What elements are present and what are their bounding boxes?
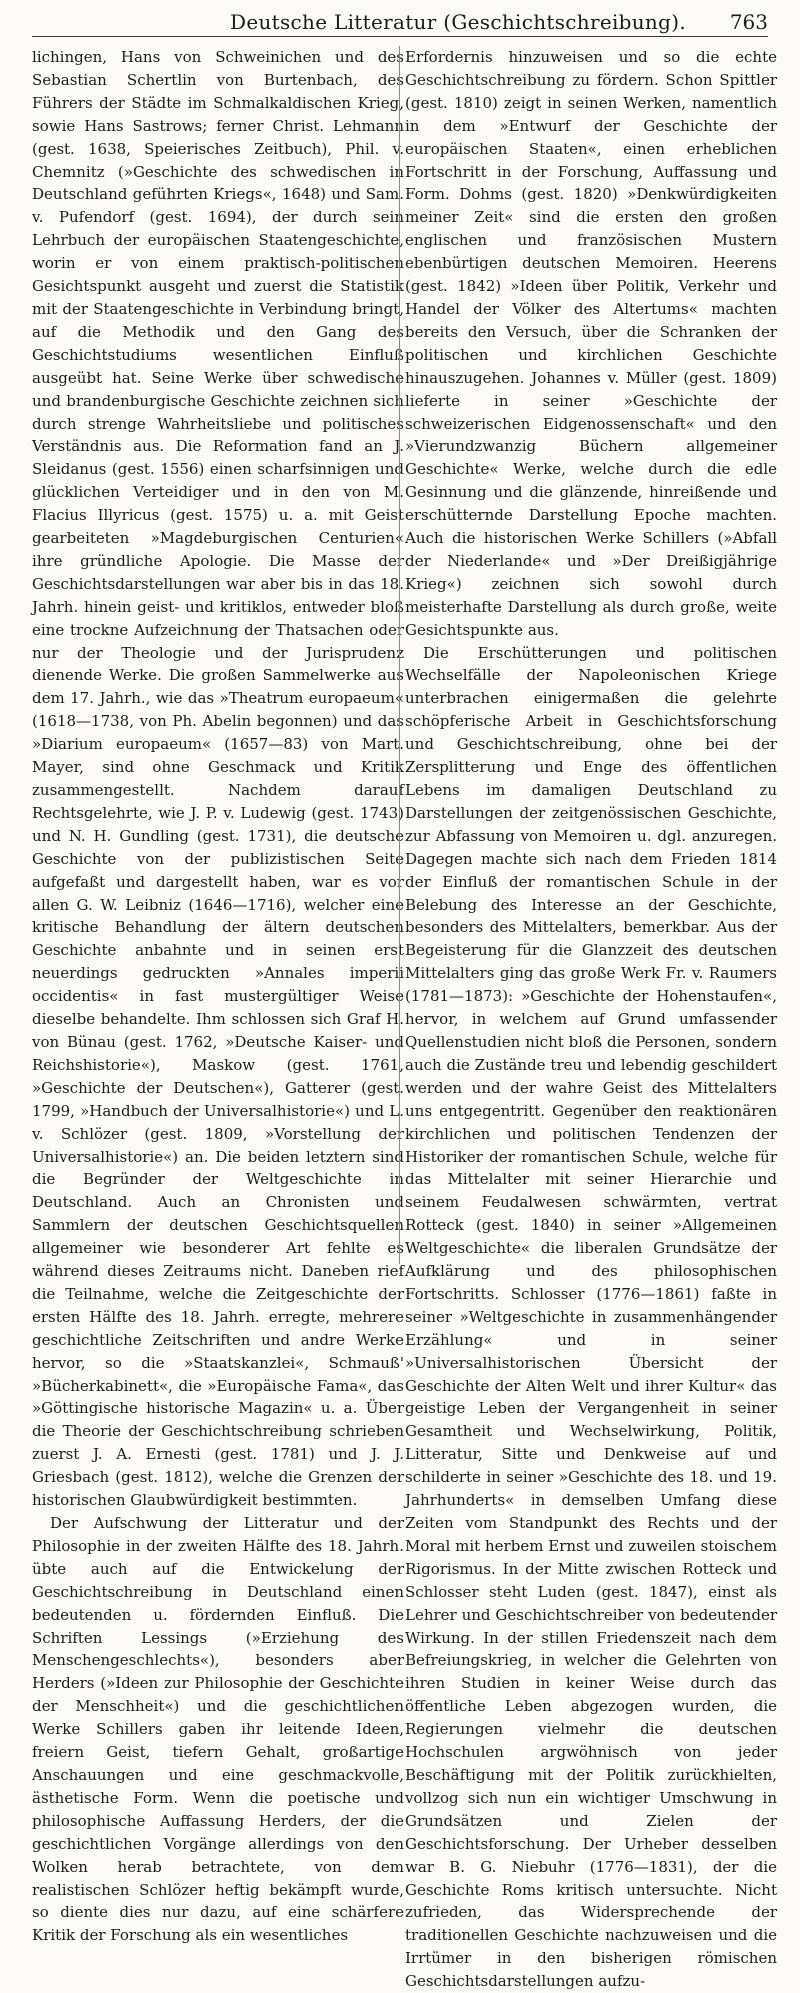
left-column	[32, 46, 404, 1945]
header-rule	[32, 36, 768, 37]
page-number: 763	[729, 10, 768, 34]
running-title: Deutsche Litteratur (Geschichtschreibung).	[230, 10, 686, 34]
right-paragraph-1: Erfordernis hinzuweisen und so die echte Geschichtschreibung zu fördern. Schon Spittler (gest. 1810) zeigt in seinen Werken, namentlich in dem »Entwurf der Geschichte der europäischen Staaten«, einen erheblichen Fortschritt in der Forschung, Auffassung und Form. Dohms (gest. 1820) »Denkwürdigkeiten meiner Zeit« sind die ersten den großen englischen und französischen Mustern ebenbürtigen deutschen Memoiren. Heerens (gest. 1842) »Ideen über Politik, Verkehr und Handel der Völker des Altertums« machten bereits den Versuch, über die Schranken der politischen und kirchlichen Geschichte hinauszugehen. Johannes v. Müller (gest. 1809) lieferte in seiner »Geschichte der schweizerischen Eidgenossenschaft« und den »Vierundzwanzig Büchern allgemeiner Geschichte« Werke, welche durch die edle Gesinnung und die glänzende, hinreißende und erschütternde Darstellung Epoche machten. Auch die historischen Werke Schillers (»Abfall der Niederlande« und »Der Dreißigjährige Krieg«) zeichnen sich sowohl durch meisterhafte Darstellung als durch große, weite Gesichtspunkte aus.	[405, 48, 777, 639]
left-paragraph-1: lichingen, Hans von Schweinichen und des Sebastian Schertlin von Burtenbach, des Führers der Städte im Schmalkaldischen Krieg, sowie Hans Sastrows; ferner Christ. Lehmann (gest. 1638, Speierisches Zeitbuch), Phil. v. Chemnitz (»Geschichte des schwedischen in Deutschland geführten Kriegs«, 1648) und Sam. v. Pufendorf (gest. 1694), der durch sein Lehrbuch der europäischen Staatengeschichte, worin er von einem praktisch-politischen Gesichtspunkt ausgeht und zuerst die Statistik mit der Staatengeschichte in Verbindung bringt, auf die Methodik und den Gang des Geschichtstudiums wesentlichen Einfluß ausgeübt hat. Seine Werke über schwedische und brandenburgische Geschichte zeichnen sich durch strenge Wahrheitsliebe und politisches Verständnis aus. Die Reformation fand an J. Sleidanus (gest. 1556) einen scharfsinnigen und glücklichen Verteidiger und in den von M. Flacius Illyricus (gest. 1575) u. a. mit Geist gearbeiteten »Magdeburgischen Centurien« ihre gründliche Apologie. Die Masse der Geschichtsdarstellungen war aber bis in das 18. Jahrh. hinein geist- und kritiklos, entweder bloß eine trockne Aufzeichnung der Thatsachen oder nur der Theologie und der Jurisprudenz dienende Werke. Die großen Sammelwerke aus dem 17. Jahrh., wie das »Theatrum europaeum« (1618—1738, von Ph. Abelin begonnen) und das »Diarium europaeum« (1657—83) von Mart. Mayer, sind ohne Geschmack und Kritik zusammengestellt. Nachdem darauf Rechtsgelehrte, wie J. P. v. Ludewig (gest. 1743) und N. H. Gundling (gest. 1731), die deutsche Geschichte von der publizistischen Seite aufgefaßt und dargestellt haben, war es vor allen G. W. Leibniz (1646—1716), welcher eine kritische Behandlung der ältern deutschen Geschichte anbahnte und in seinen erst neuerdings gedruckten »Annales imperii occidentis« in fast mustergültiger Weise dieselbe behandelte. Ihm schlossen sich Graf H. von Bünau (gest. 1762, »Deutsche Kaiser- und Reichshistorie«), Maskow (gest. 1761, »Geschichte der Deutschen«), Gatterer (gest. 1799, »Handbuch der Universalhistorie«) und L. v. Schlözer (gest. 1809, »Vorstellung der Universalhistorie«) an. Die beiden letztern sind die Begründer der Weltgeschichte in Deutschland. Auch an Chronisten und Sammlern der deutschen Geschichtsquellen allgemeiner wie besonderer Art fehlte es während dieses Zeitraums nicht. Daneben rief die Teilnahme, welche die Zeitgeschichte der ersten Hälfte des 18. Jahrh. erregte, mehrere geschichtliche Zeitschriften und andre Werke hervor, so die »Staatskanzlei«, Schmauß' »Bücherkabinett«, die »Europäische Fama«, das »Göttingische historische Magazin« u. a. Über die Theorie der Geschichtschreibung schrieben zuerst J. A. Ernesti (gest. 1781) und J. J. Griesbach (gest. 1812), welche die Grenzen der historischen Glaubwürdigkeit bestimmten.	[32, 48, 404, 1510]
right-column	[405, 46, 777, 1991]
right-paragraph-2: Die Erschütterungen und politischen Wechselfälle der Napoleonischen Kriege unterbrachen einigermaßen die gelehrte schöpferische Arbeit in Geschichtsforschung und Geschichtschreibung, ohne bei der Zersplitterung und Enge des öffentlichen Lebens im damaligen Deutschland zu Darstellungen der zeitgenössischen Geschichte, zur Abfassung von Memoiren u. dgl. anzuregen. Dagegen machte sich nach dem Frieden 1814 der Einfluß der romantischen Schule in der Belebung des Interesse an der Geschichte, besonders des Mittelalters, bemerkbar. Aus der Begeisterung für die Glanzzeit des deutschen Mittelalters ging das große Werk Fr. v. Raumers (1781—1873): »Geschichte der Hohenstaufen«, hervor, in welchem auf Grund umfassender Quellenstudien nicht bloß die Personen, sondern auch die Zustände treu und lebendig geschildert werden und der wahre Geist des Mittelalters uns entgegentritt. Gegenüber den reaktionären kirchlichen und politischen Tendenzen der Historiker der romantischen Schule, welche für das Mittelalter mit seiner Hierarchie und seinem Feudalwesen schwärmten, vertrat Rotteck (gest. 1840) in seiner »Allgemeinen Weltgeschichte« die liberalen Grundsätze der Aufklärung und des philosophischen Fortschritts. Schlosser (1776—1861) faßte in seiner »Weltgeschichte in zusammenhängender Erzählung« und in seiner »Universalhistorischen Übersicht der Geschichte der Alten Welt und ihrer Kultur« das geistige Leben der Vergangenheit in seiner Gesamtheit und Wechselwirkung, Politik, Litteratur, Sitte und Denkweise auf und schilderte in seiner »Geschichte des 18. und 19. Jahrhunderts« in demselben Umfang diese Zeiten vom Standpunkt des Rechts und der Moral mit herbem Ernst und zuweilen stoischem Rigorismus. In der Mitte zwischen Rotteck und Schlosser steht Luden (gest. 1847), einst als Lehrer und Geschichtschreiber von bedeutender Wirkung. In der stillen Friedenszeit nach dem Befreiungskrieg, in welcher die Gelehrten von ihren Studien in keiner Weise durch das öffentliche Leben abgezogen wurden, die Regierungen vielmehr die deutschen Hochschulen argwöhnisch von jeder Beschäftigung mit der Politik zurückhielten, vollzog sich nun ein wichtiger Umschwung in Grundsätzen und Zielen der Geschichtsforschung. Der Urheber desselben war B. G. Niebuhr (1776—1831), der die Geschichte Roms kritisch untersuchte. Nicht zufrieden, das Widersprechende der traditionellen Geschichte nachzuweisen und die Irrtümer in den bisherigen römischen Geschichtsdarstellungen aufzu-	[405, 643, 777, 1991]
column-divider	[399, 46, 400, 1264]
page-header	[0, 0, 800, 44]
left-paragraph-2: Der Aufschwung der Litteratur und der Philosophie in der zweiten Hälfte des 18. Jahrh. übte auch auf die Entwickelung der Geschichtschreibung in Deutschland einen bedeutenden u. fördernden Einfluß. Die Schriften Lessings (»Erziehung des Menschengeschlechts«), besonders aber Herders (»Ideen zur Philosophie der Geschichte der Menschheit«) und die geschichtlichen Werke Schillers gaben ihr leitende Ideen, freiern Geist, tiefern Gehalt, großartige Anschauungen und eine geschmackvolle, ästhetische Form. Wenn die poetische und philosophische Auffassung Herders, der die geschichtlichen Vorgänge allerdings von den Wolken herab betrachtete, von dem realistischen Schlözer heftig bekämpft wurde, so diente dies nur dazu, auf eine schärfere Kritik der Forschung als ein wesentliches	[32, 1514, 404, 1945]
